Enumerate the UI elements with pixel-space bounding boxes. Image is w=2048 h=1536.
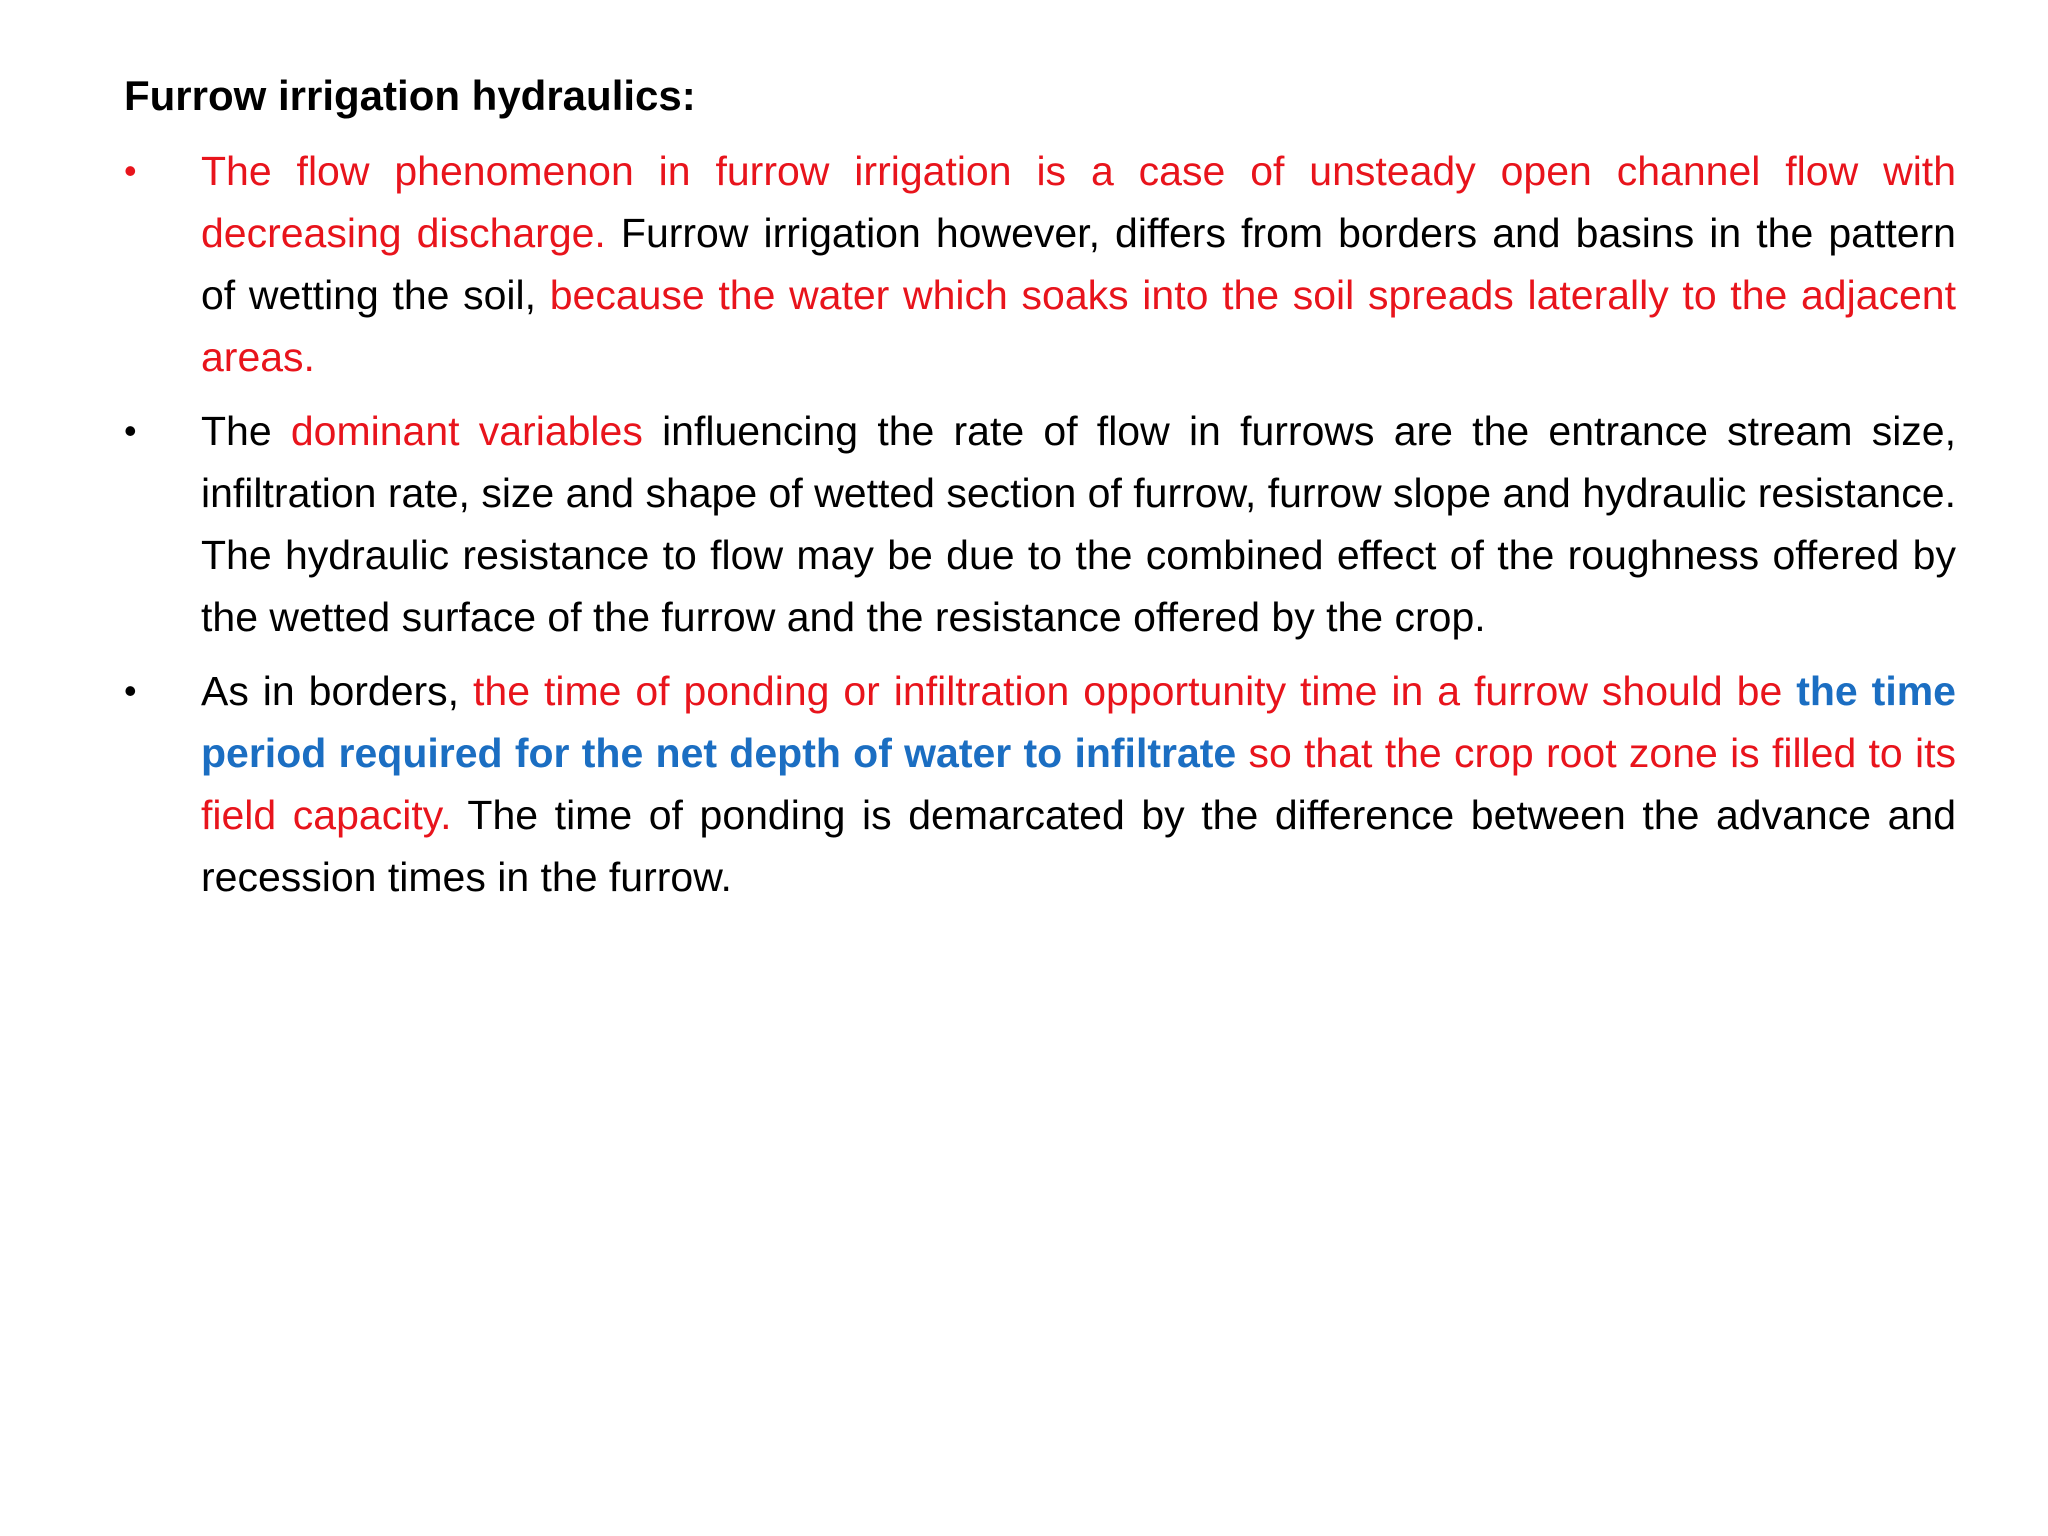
bullet-list	[124, 140, 1956, 920]
bullet-text: As in borders,	[201, 668, 474, 714]
bullet-text-red: The flow phenomenon in furrow irrigation is a case of unsteady open channel flow with decreasing discharge.	[201, 148, 1956, 256]
bullet-icon: •	[124, 410, 137, 451]
bullet-item-ponding-time	[124, 660, 1956, 908]
bullet-icon: •	[124, 150, 137, 191]
bullet-text: Furrow irrigation however, differs from borders and basins in the pattern of wetting the soil,	[201, 210, 1956, 318]
bullet-text-red: so that the crop root zone is filled to its field capacity.	[201, 730, 1956, 838]
bullet-item-dominant-variables	[124, 400, 1956, 648]
bullet-text: The time of ponding is demarcated by the difference between the advance and recession times in the furrow.	[201, 792, 1956, 900]
bullet-text-red: dominant variables	[290, 408, 643, 454]
bullet-text-blue-bold: the time period required for the net depth of water to infiltrate	[201, 668, 1956, 776]
bullet-text-red: because the water which soaks into the soil spreads laterally to the adjacent areas.	[201, 272, 1956, 380]
bullet-item-flow-phenomenon	[124, 140, 1956, 388]
bullet-icon: •	[124, 670, 137, 711]
bullet-text: The	[201, 408, 291, 454]
bullet-text: influencing the rate of flow in furrows are the entrance stream size, infiltration rate, size and shape of wetted section of furrow, furrow slope and hydraulic resistance. The hydraulic resistance to flow may be due to the combined effect of the roughness offered by the wetted surface of the furrow and the resistance offered by the crop.	[201, 408, 1956, 640]
slide-heading: Furrow irrigation hydraulics:	[124, 72, 696, 119]
bullet-text-red: the time of ponding or infiltration opportunity time in a furrow should be	[473, 668, 1797, 714]
